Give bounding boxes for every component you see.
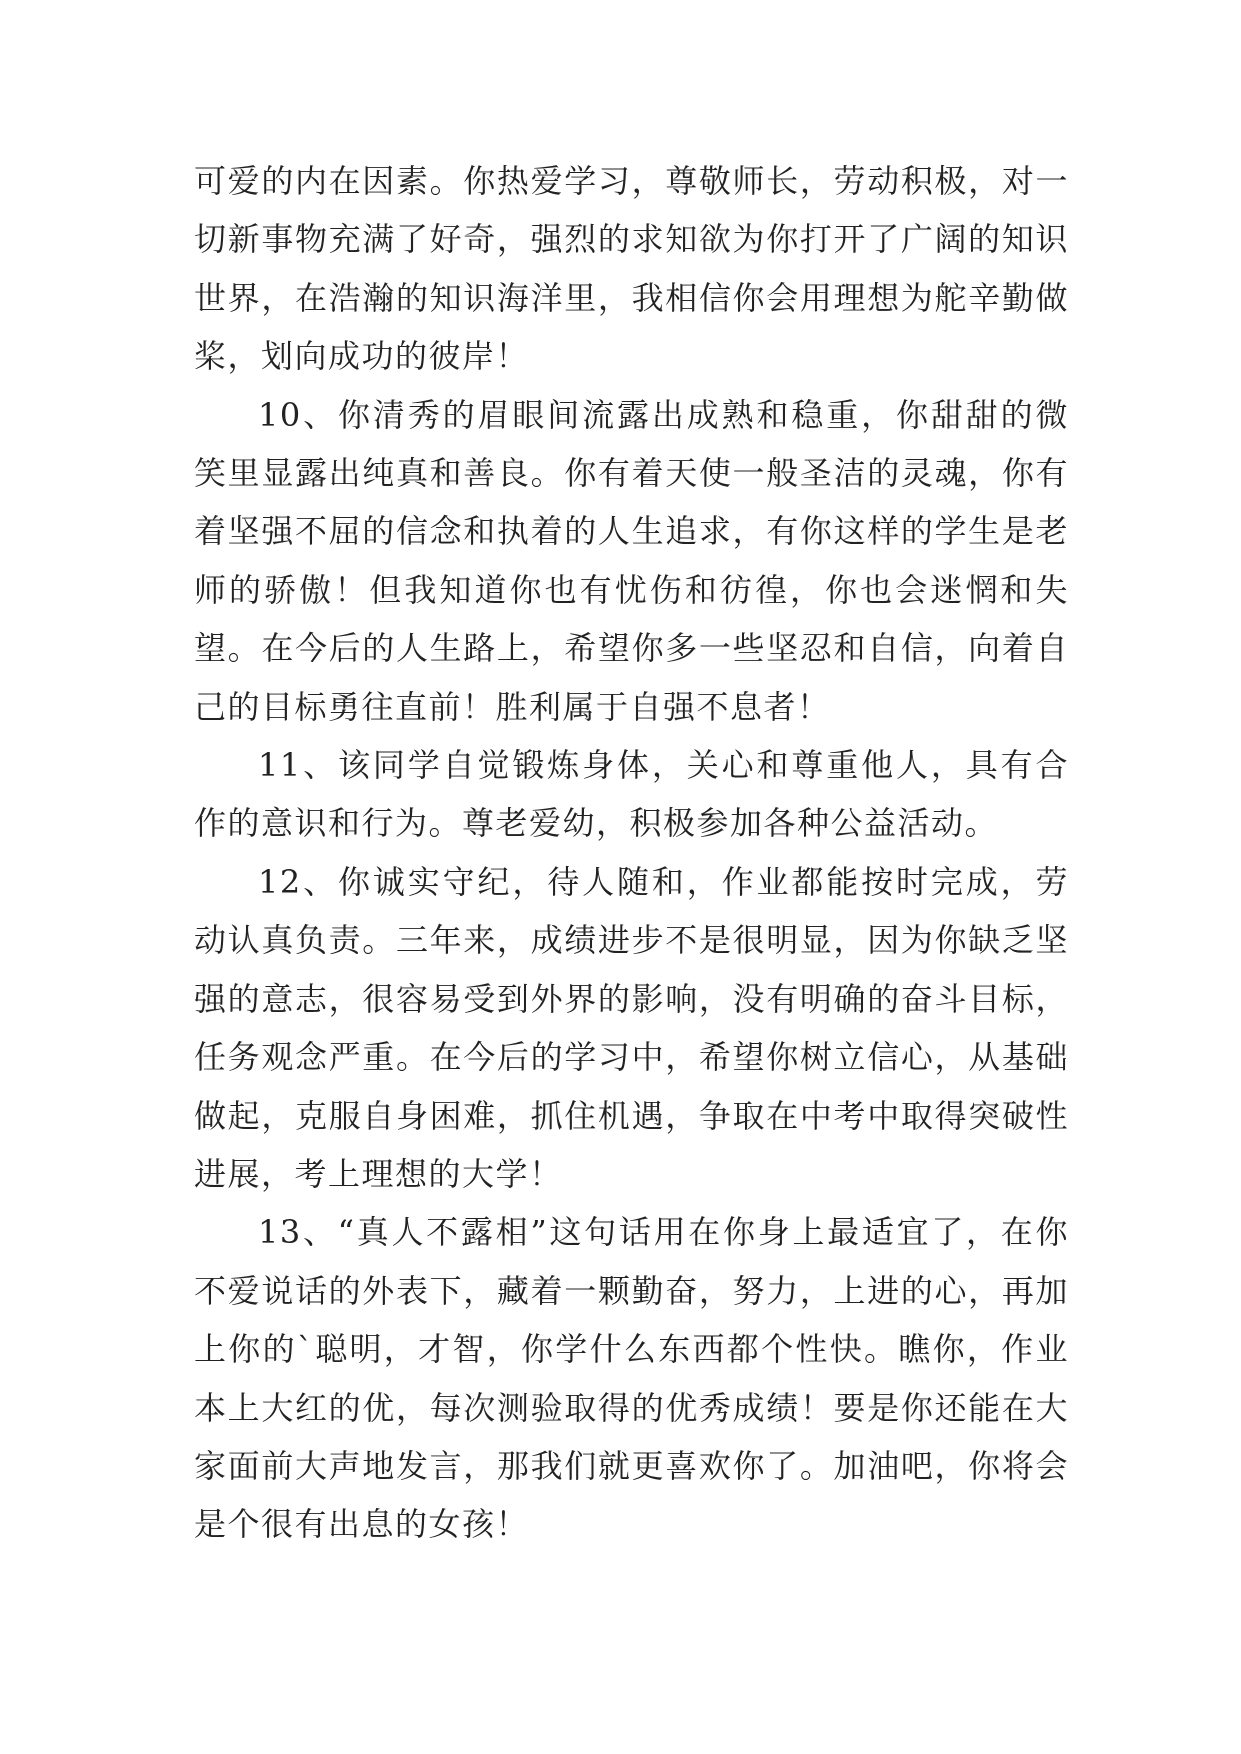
paragraph-11: 11、该同学自觉锻炼身体，关心和尊重他人，具有合作的意识和行为。尊老爱幼，积极参加各种公益活动。 xyxy=(194,746,1069,843)
paragraph-12: 12、你诚实守纪，待人随和，作业都能按时完成，劳动认真负责。三年来，成绩进步不是很明显，因为你缺乏坚强的意志，很容易受到外界的影响，没有明确的奋斗目标，任务观念严重。在今后的学习中，希望你树立信心，从基础做起，克服自身困难，抓住机遇，争取在中考中取得突破性进展，考上理想的大学！ xyxy=(194,862,1069,1193)
document-body xyxy=(194,152,1069,1554)
paragraph-10: 10、你清秀的眉眼间流露出成熟和稳重，你甜甜的微笑里显露出纯真和善良。你有着天使一般圣洁的灵魂，你有着坚强不屈的信念和执着的人生追求，有你这样的学生是老师的骄傲！但我知道你也有忧伤和彷徨，你也会迷惘和失望。在今后的人生路上，希望你多一些坚忍和自信，向着自己的目标勇往直前！胜利属于自强不息者！ xyxy=(194,395,1069,726)
paragraph-13: 13、“真人不露相”这句话用在你身上最适宜了，在你不爱说话的外表下，藏着一颗勤奋，努力，上进的心，再加上你的`聪明，才智，你学什么东西都个性快。瞧你，作业本上大红的优，每次测验取得的优秀成绩！要是你还能在大家面前大声地发言，那我们就更喜欢你了。加油吧，你将会是个很有出息的女孩！ xyxy=(194,1213,1069,1544)
paragraph-9-continuation: 可爱的内在因素。你热爱学习，尊敬师长，劳动积极，对一切新事物充满了好奇，强烈的求知欲为你打开了广阔的知识世界，在浩瀚的知识海洋里，我相信你会用理想为舵辛勤做桨，划向成功的彼岸！ xyxy=(194,162,1069,376)
